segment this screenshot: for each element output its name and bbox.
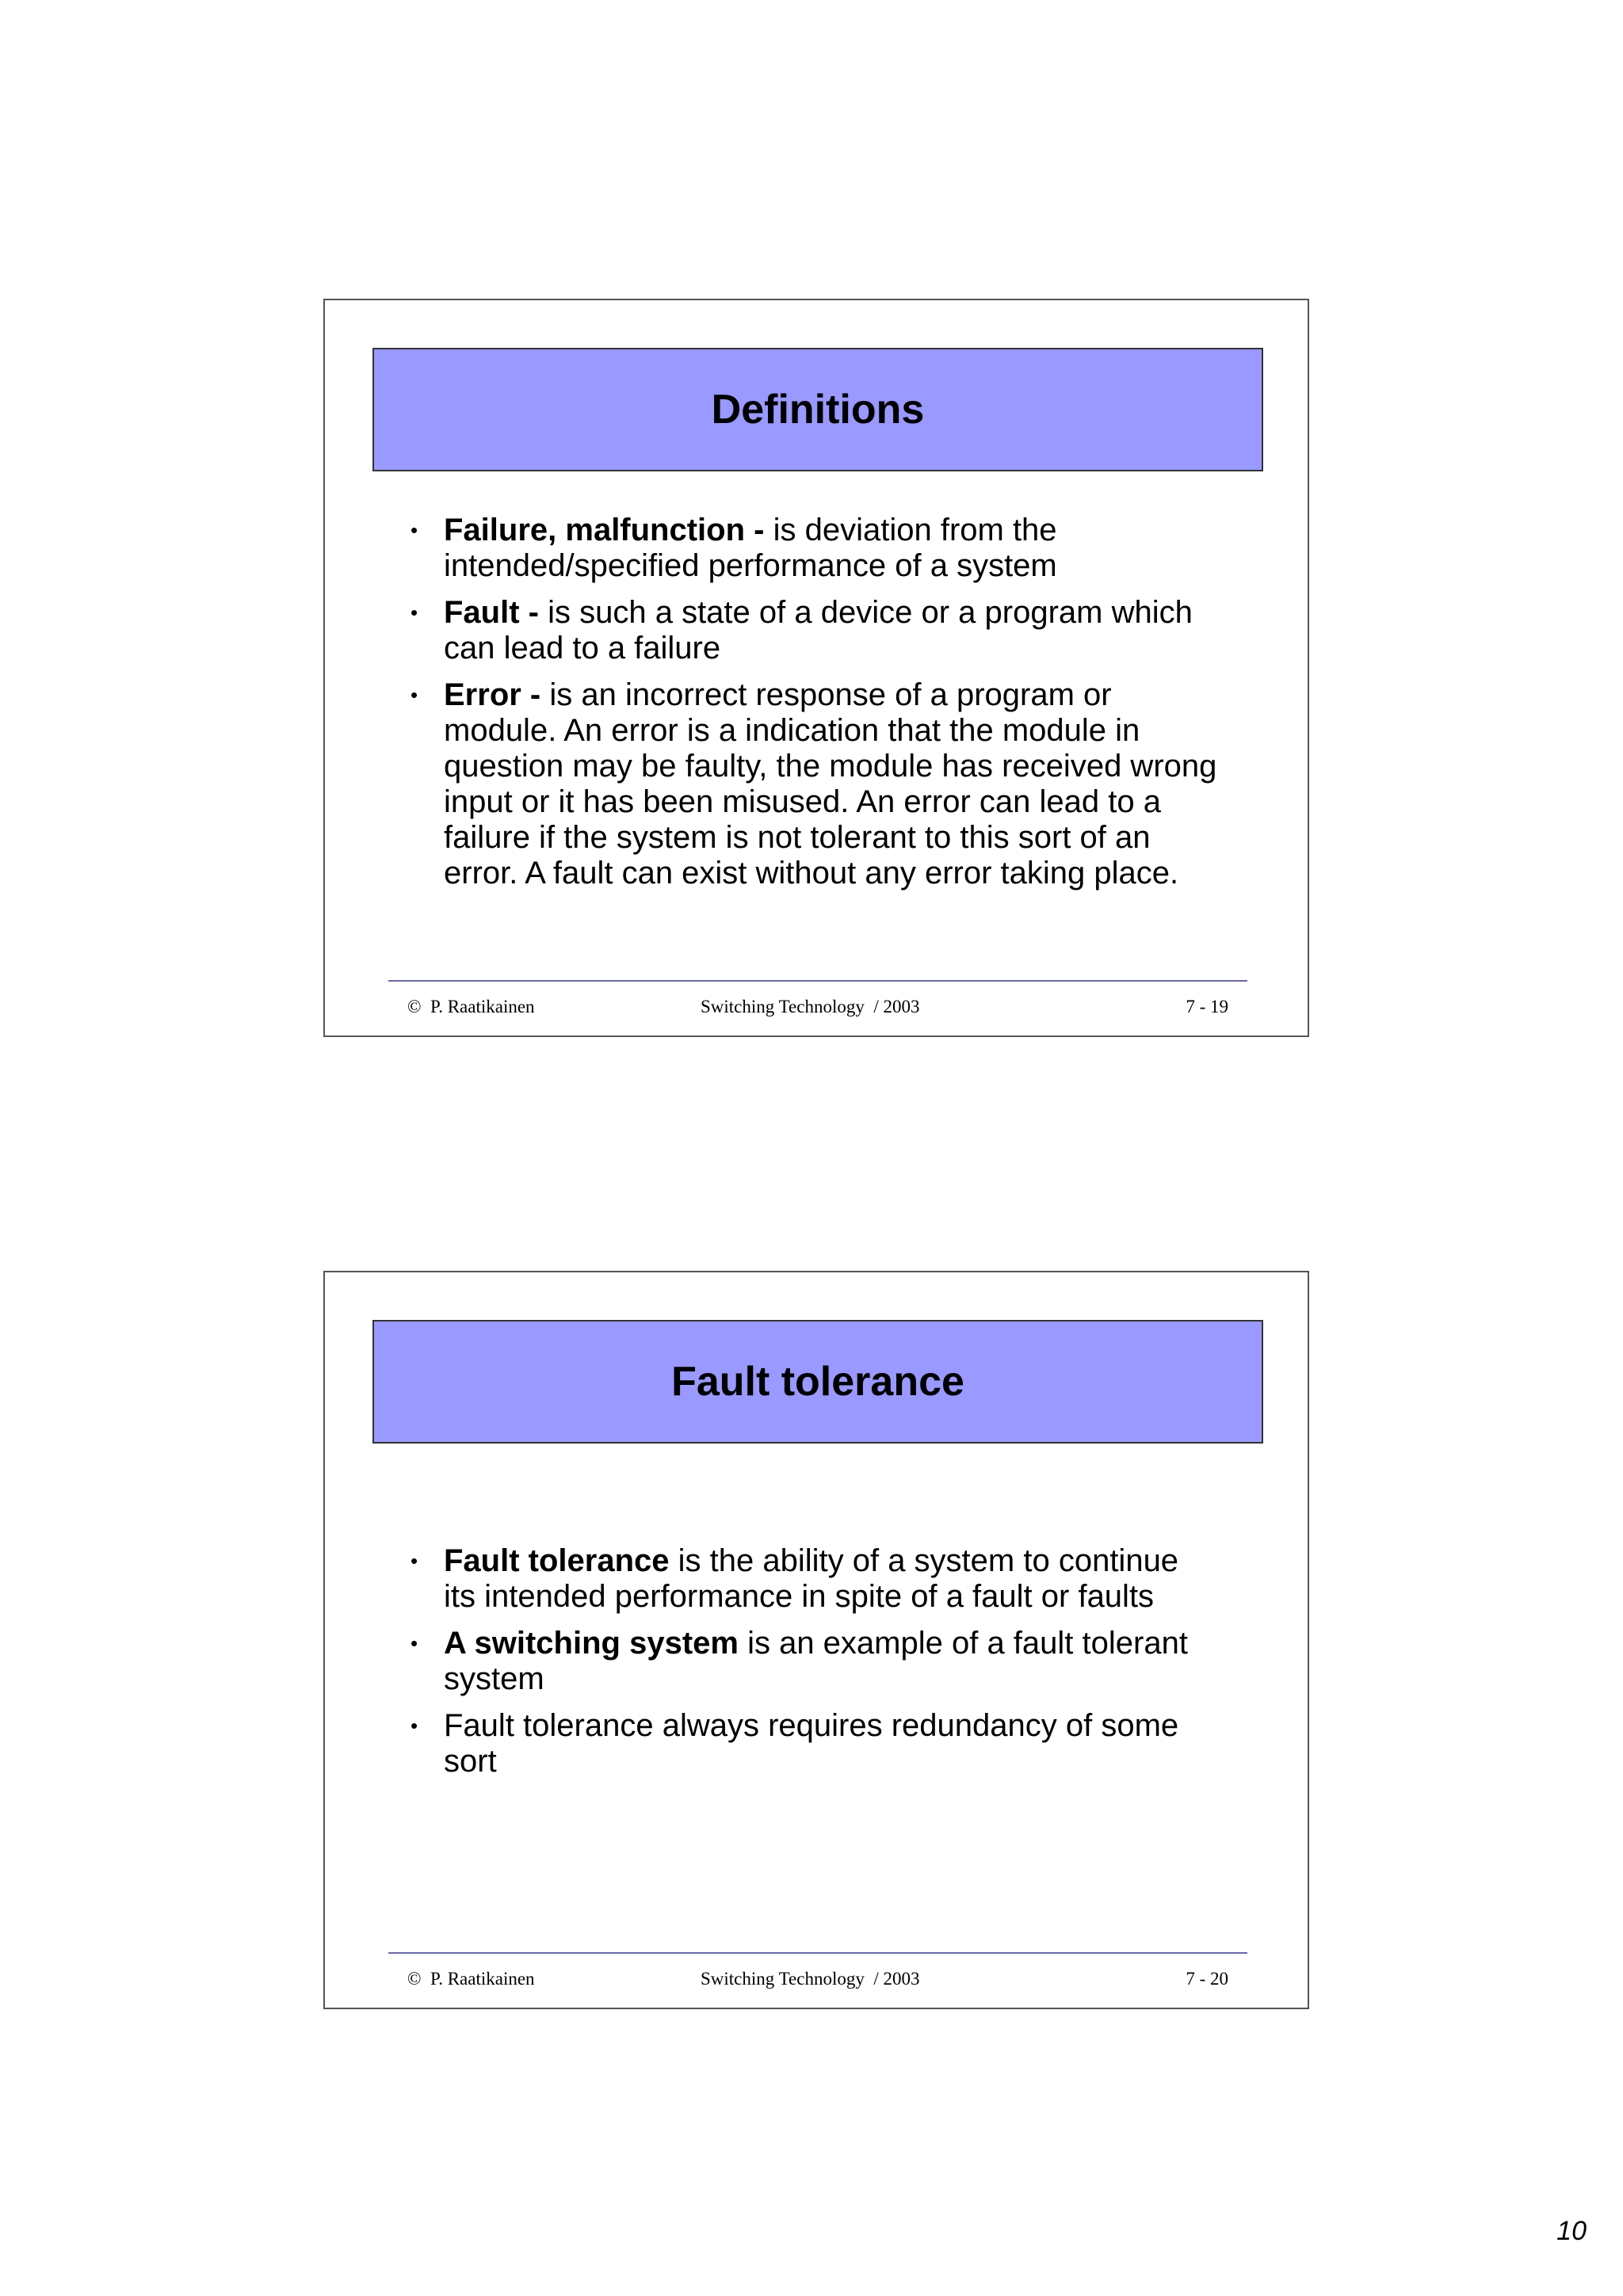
bullet-item	[411, 1626, 1219, 1697]
bullet-term: Fault tolerance	[444, 1543, 670, 1578]
bullet-text: Fault tolerance always requires redundancy of some sort	[444, 1708, 1179, 1779]
slide-title: Fault tolerance	[671, 1359, 964, 1405]
bullet-list	[411, 513, 1219, 902]
footer-author: © P. Raatikainen	[407, 1969, 535, 1989]
bullet-term: Error -	[444, 677, 541, 712]
bullet-text: is an incorrect response of a program or module. An error is a indication that the module in question may be faulty, the module has received wrong input or it has been misused. An error can lead to a failure if the system is not tolerant to this sort of an error. A fault can exist without any error taking place.	[444, 677, 1217, 891]
footer-course: Switching Technology / 2003	[701, 997, 920, 1016]
footer-slide-number: 7 - 20	[1186, 1969, 1228, 1989]
bullet-dot-icon: •	[411, 601, 418, 624]
bullet-dot-icon: •	[411, 1549, 418, 1573]
bullet-dot-icon: •	[411, 1631, 418, 1655]
bullet-item	[411, 1708, 1219, 1779]
slide-fault-tolerance	[323, 1271, 1309, 2009]
footer-divider	[388, 1952, 1247, 1954]
slide-title-box	[372, 1320, 1263, 1444]
footer-slide-number: 7 - 19	[1186, 997, 1228, 1016]
bullet-text: is deviation from the intended/specified performance of a system	[444, 513, 1057, 583]
bullet-list	[411, 1543, 1219, 1791]
bullet-term: Failure, malfunction -	[444, 513, 765, 547]
bullet-item	[411, 513, 1219, 584]
slide-title-box	[372, 348, 1263, 471]
footer-course: Switching Technology / 2003	[701, 1969, 920, 1989]
bullet-item	[411, 677, 1219, 891]
slide-title: Definitions	[711, 387, 925, 433]
bullet-item	[411, 1543, 1219, 1615]
footer-author: © P. Raatikainen	[407, 997, 535, 1016]
bullet-item	[411, 595, 1219, 666]
footer-divider	[388, 980, 1247, 982]
slide-definitions	[323, 299, 1309, 1037]
bullet-term: Fault -	[444, 595, 539, 630]
page-number: 10	[1556, 2216, 1587, 2246]
bullet-dot-icon: •	[411, 683, 418, 707]
bullet-text: is an example of a fault tolerant system	[444, 1626, 1188, 1696]
bullet-dot-icon: •	[411, 518, 418, 542]
bullet-text: is the ability of a system to continue its intended performance in spite of a fault or faults	[444, 1543, 1179, 1614]
bullet-text: is such a state of a device or a program which can lead to a failure	[444, 595, 1193, 666]
bullet-term: A switching system	[444, 1626, 739, 1661]
bullet-dot-icon: •	[411, 1714, 418, 1737]
